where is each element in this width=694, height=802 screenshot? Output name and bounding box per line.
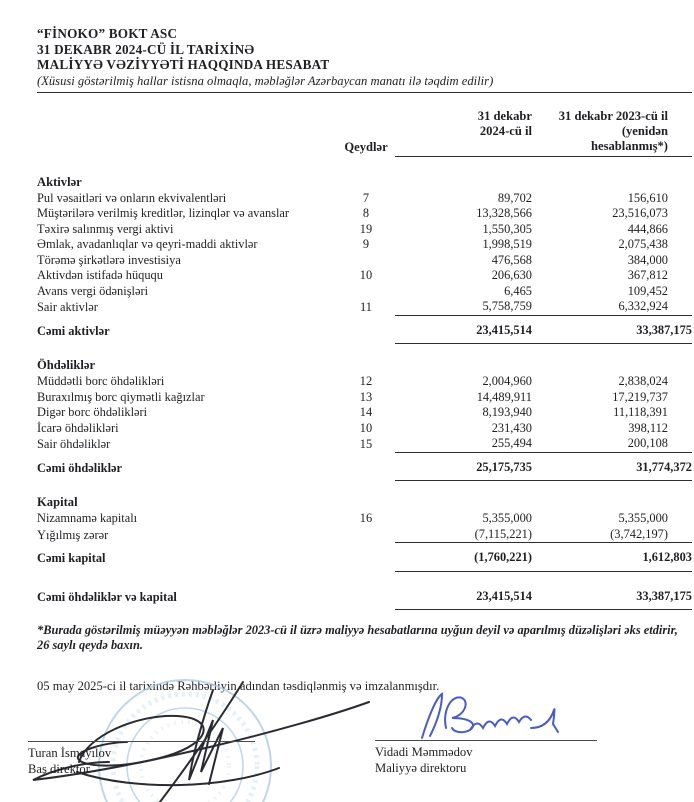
value-2024: 13,328,566 — [476, 206, 532, 221]
table-body — [37, 174, 692, 611]
row-note: 10 — [359, 268, 373, 283]
value-2023: 23,516,073 — [612, 206, 668, 221]
value-2024: 5,758,759 — [482, 299, 532, 314]
row-label: Cəmi aktivlər — [37, 323, 110, 338]
value-2023: 33,387,175 — [636, 322, 692, 337]
value-2023: 31,774,372 — [636, 459, 692, 474]
value-2023: (3,742,197) — [610, 526, 668, 541]
currency-note: (Xüsusi göstərilmiş hallar istisna olmaqla, məbləğlər Azərbaycan manatı ilə təqdim edilir) — [37, 74, 692, 93]
signature-block-ceo — [28, 741, 255, 777]
row-amounts — [395, 405, 692, 421]
value-2024: 6,465 — [504, 283, 532, 298]
row-amounts — [395, 299, 692, 316]
document-header — [37, 26, 692, 73]
table-row — [37, 436, 692, 453]
row-label: Aktivdən istifadə hüququ — [37, 268, 163, 283]
value-2023: 11,118,391 — [613, 405, 668, 420]
table-row — [37, 405, 692, 421]
row-note: 9 — [362, 237, 370, 252]
column-header-amounts — [395, 109, 692, 157]
row-label: Müddətli borc öhdəlikləri — [37, 374, 165, 389]
row-amounts — [395, 191, 692, 207]
row-amounts — [395, 511, 692, 527]
row-note: 7 — [362, 190, 370, 205]
value-2024: 14,489,911 — [476, 389, 532, 404]
table-section — [37, 174, 692, 345]
row-label: Təxirə salınmış vergi aktivi — [37, 221, 174, 236]
row-amounts — [395, 421, 692, 437]
row-label: Buraxılmış borc qiymətli kağızlar — [37, 389, 205, 404]
table-section — [37, 357, 692, 481]
signature-area — [28, 694, 692, 802]
row-amounts — [395, 374, 692, 390]
value-2023: 17,219,737 — [612, 389, 668, 404]
value-2024: 1,998,519 — [482, 237, 532, 252]
table-row — [37, 237, 692, 253]
row-label: Sair aktivlər — [37, 300, 98, 315]
row-note: 10 — [359, 420, 373, 435]
report-date: 31 DEKABR 2024-CÜ İL TARİXİNƏ — [37, 41, 255, 57]
row-amounts — [395, 436, 692, 453]
section-title: Öhdəliklər — [37, 358, 96, 373]
value-2023: 367,812 — [627, 268, 668, 283]
table-row — [37, 319, 692, 345]
value-2023: 2,075,438 — [618, 237, 668, 252]
table-row — [37, 206, 692, 222]
row-label: Cəmi öhdəliklər — [37, 460, 123, 475]
row-amounts — [395, 390, 692, 406]
table-section — [37, 494, 692, 572]
row-note: 15 — [359, 437, 373, 452]
value-2023: 398,112 — [628, 420, 668, 435]
row-amounts — [395, 222, 692, 238]
row-amounts — [395, 527, 692, 544]
table-row — [37, 456, 692, 482]
row-amounts — [395, 585, 692, 611]
value-2023: 6,332,924 — [618, 299, 668, 314]
row-amounts — [395, 253, 692, 269]
row-amounts — [395, 268, 692, 284]
row-amounts — [395, 456, 692, 482]
row-label: Törəmə şirkətlərə investisiya — [37, 252, 181, 267]
value-2023: 2,838,024 — [618, 374, 668, 389]
row-note: 12 — [359, 374, 373, 389]
cfo-name: Vidadi Məmmədov — [375, 745, 473, 760]
value-2024: 255,494 — [491, 436, 532, 451]
row-label: Cəmi öhdəliklər və kapital — [37, 589, 177, 604]
table-row — [37, 299, 692, 316]
row-amounts — [395, 546, 692, 572]
value-2024: 231,430 — [491, 420, 532, 435]
company-name: “FİNOKO” BOKT ASC — [37, 26, 178, 41]
table-row — [37, 546, 692, 572]
section-title: Kapital — [37, 495, 78, 510]
row-label: Digər borc öhdəlikləri — [37, 405, 148, 420]
row-label: Cəmi kapital — [37, 551, 106, 566]
table-row — [37, 390, 692, 406]
row-amounts — [395, 319, 692, 345]
row-label: Müştərilərə verilmiş kreditlər, lizinqlər və avanslar — [37, 206, 290, 221]
table-row — [37, 284, 692, 300]
signature-cfo-icon — [412, 688, 592, 746]
value-2024: 206,630 — [491, 268, 532, 283]
value-2024: (7,115,221) — [474, 526, 532, 541]
row-label: Avans vergi ödənişləri — [37, 283, 149, 298]
row-note: 14 — [359, 405, 373, 420]
approval-statement: 05 may 2025-ci il tarixində Rəhbərliyin adından təsdiqlənmiş və imzalanmışdır. — [37, 679, 440, 694]
row-amounts — [395, 284, 692, 300]
table-row — [37, 268, 692, 284]
table-row — [37, 511, 692, 527]
table-row — [37, 253, 692, 269]
row-label: Yığılmış zərər — [37, 527, 109, 542]
table-row — [37, 585, 692, 611]
section-title: Aktivlər — [37, 174, 82, 189]
signature-block-cfo — [375, 740, 597, 776]
row-label: Pul vəsaitləri və onların ekvivalentləri — [37, 190, 227, 205]
value-2024: 23,415,514 — [476, 322, 532, 337]
row-note: 8 — [362, 206, 370, 221]
value-2024: 8,193,940 — [482, 405, 532, 420]
row-label: Əmlak, avadanlıqlar və qeyri-maddi aktivlər — [37, 237, 258, 252]
ceo-title: Baş direktor — [28, 762, 90, 777]
row-note: 11 — [360, 300, 372, 315]
table-row — [37, 222, 692, 238]
row-amounts — [395, 206, 692, 222]
table-row — [37, 527, 692, 544]
value-2024: 5,355,000 — [482, 511, 532, 526]
row-amounts — [395, 237, 692, 253]
value-2024: 25,175,735 — [476, 459, 532, 474]
value-2024: 89,702 — [497, 190, 532, 205]
column-header-2024: 31 dekabr 2024-cü il — [477, 108, 532, 138]
ceo-name: Turan İsmayılov — [28, 746, 112, 761]
row-label: Nizamnamə kapitalı — [37, 511, 138, 526]
column-header-2023: 31 dekabr 2023-cü il (yenidən hesablanmış*) — [558, 108, 668, 153]
value-2023: 156,610 — [627, 190, 668, 205]
value-2023: 1,612,803 — [642, 550, 692, 565]
table-row — [37, 421, 692, 437]
column-header-notes: Qeydlər — [344, 139, 388, 154]
table-column-headers — [37, 109, 692, 157]
value-2024: 1,550,305 — [482, 221, 532, 236]
value-2024: (1,760,221) — [474, 550, 532, 565]
value-2023: 444,866 — [627, 221, 668, 236]
report-title: MALİYYƏ VƏZİYYƏTİ HAQQINDA HESABAT — [37, 57, 330, 73]
value-2024: 476,568 — [491, 252, 532, 267]
row-note: 16 — [359, 511, 373, 526]
row-note: 19 — [359, 221, 373, 236]
value-2023: 5,355,000 — [618, 511, 668, 526]
value-2024: 2,004,960 — [482, 374, 532, 389]
row-label: Sair öhdəliklər — [37, 437, 111, 452]
signature-ceo-icon — [17, 676, 377, 802]
cfo-title: Maliyyə direktoru — [375, 761, 467, 776]
restatement-footnote: *Burada göstərilmiş müəyyən məbləğlər 2023-cü il üzrə maliyyə hesabatlarına uyğun deyil və aparılmış düzəlişləri əks etdirir, 26 saylı qeydə baxın. — [37, 623, 678, 653]
table-row — [37, 374, 692, 390]
value-2023: 200,108 — [627, 436, 668, 451]
row-note: 13 — [359, 389, 373, 404]
table-row — [37, 191, 692, 207]
value-2023: 384,000 — [627, 252, 668, 267]
value-2024: 23,415,514 — [476, 588, 532, 603]
row-label: İcarə öhdəlikləri — [37, 420, 119, 435]
value-2023: 109,452 — [627, 283, 668, 298]
value-2023: 33,387,175 — [636, 588, 692, 603]
